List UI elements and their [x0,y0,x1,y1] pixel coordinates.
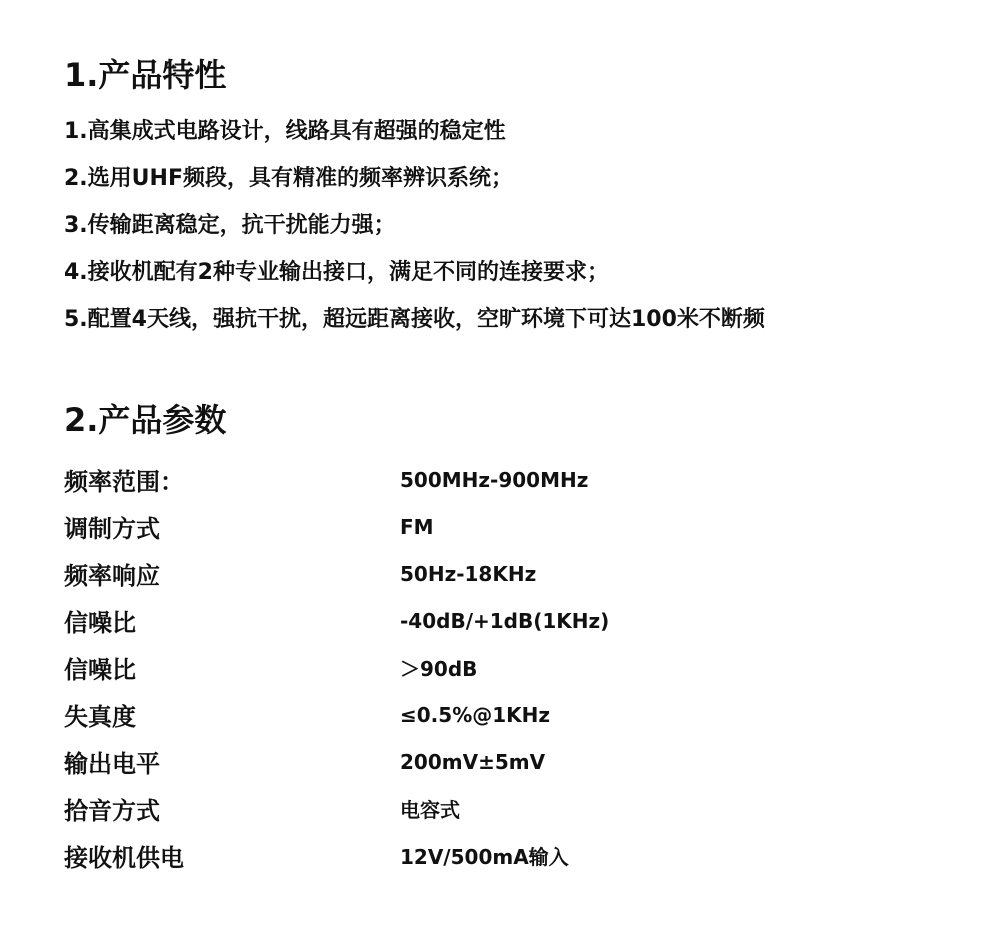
feature-item: 3.传输距离稳定，抗干扰能力强； [64,213,396,238]
features-section-title: 1.产品特性 [64,56,227,94]
param-row [64,550,764,597]
param-label: 失真度 [64,703,136,731]
param-label: 拾音方式 [64,797,160,825]
param-row [64,785,764,832]
param-row [64,456,764,503]
param-value: -40dB/+1dB(1KHz) [400,608,610,633]
param-value: FM [400,514,434,539]
param-value: 12V/500mA输入 [400,845,569,869]
param-row [64,738,764,785]
param-value: 50Hz-18KHz [400,561,537,586]
param-value: ≤0.5%@1KHz [400,702,551,727]
param-value: ＞90dB [400,657,478,681]
param-label: 接收机供电 [64,844,184,872]
param-value: 500MHz-900MHz [400,467,589,492]
param-row [64,597,764,644]
feature-item: 1.高集成式电路设计，线路具有超强的稳定性 [64,119,506,144]
param-label: 输出电平 [64,750,160,778]
param-row [64,832,764,879]
param-label: 频率响应 [64,562,160,590]
param-row [64,644,764,691]
param-label: 信噪比 [64,609,136,637]
param-label: 信噪比 [64,656,136,684]
feature-item: 4.接收机配有2种专业输出接口，满足不同的连接要求； [64,260,609,285]
param-label: 频率范围： [64,468,184,496]
feature-item: 2.选用UHF频段，具有精准的频率辨识系统； [64,166,513,191]
param-label: 调制方式 [64,515,160,543]
features-list [64,112,765,347]
param-value: 200mV±5mV [400,749,546,774]
param-value: 电容式 [400,798,460,822]
param-row [64,503,764,550]
feature-item: 5.配置4天线，强抗干扰，超远距离接收，空旷环境下可达100米不断频 [64,307,765,332]
params-table [64,456,764,879]
params-section-title: 2.产品参数 [64,401,227,439]
param-row [64,691,764,738]
